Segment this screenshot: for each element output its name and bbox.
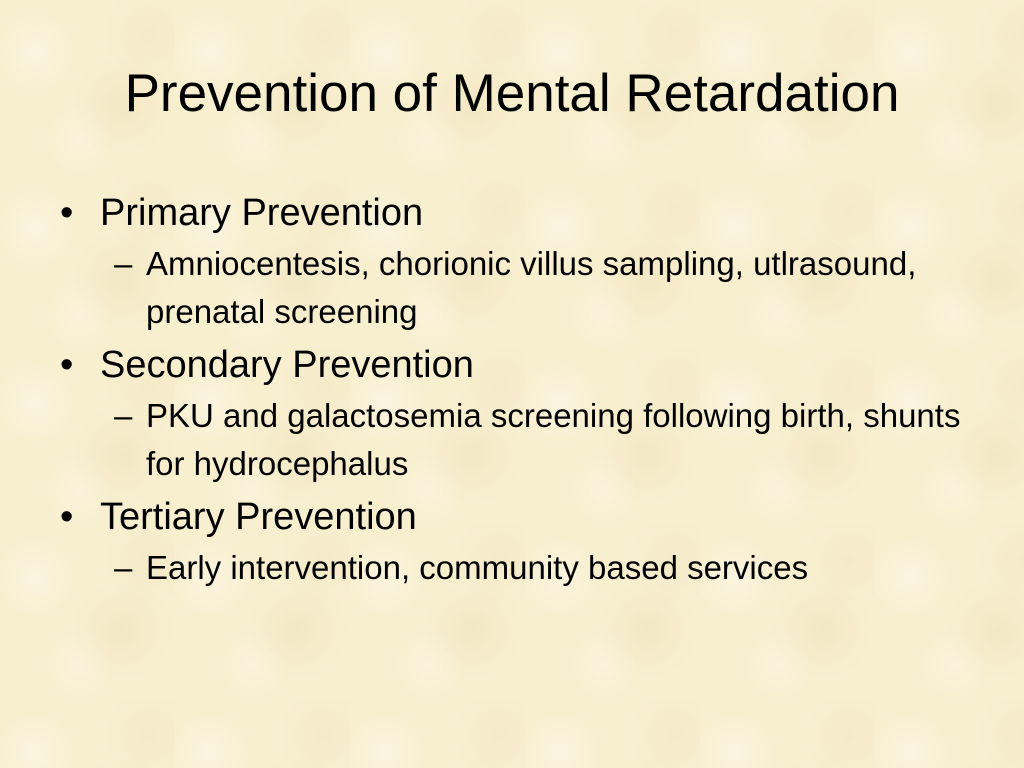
bullet-row bbox=[56, 190, 996, 236]
sub-bullet-text: Amniocentesis, chorionic villus sampling, utlrasound, prenatal screening bbox=[146, 245, 917, 330]
bullet-row bbox=[56, 342, 996, 388]
bullet-item-tertiary-prevention bbox=[56, 494, 996, 592]
bullet-marker: • bbox=[60, 344, 74, 386]
sub-bullet-row bbox=[114, 544, 996, 592]
sub-bullet-marker: – bbox=[114, 549, 133, 586]
bullet-label: Primary Prevention bbox=[100, 192, 424, 234]
slide-title: Prevention of Mental Retardation bbox=[124, 64, 900, 123]
bullet-item-secondary-prevention bbox=[56, 342, 996, 488]
sub-bullet-marker: – bbox=[114, 397, 133, 434]
bullet-label: Secondary Prevention bbox=[100, 344, 474, 386]
bullet-item-primary-prevention bbox=[56, 190, 996, 336]
sub-bullet-text: Early intervention, community based services bbox=[146, 549, 809, 586]
sub-bullet-marker: – bbox=[114, 245, 133, 282]
sub-bullet-row bbox=[114, 240, 996, 336]
bullet-label: Tertiary Prevention bbox=[100, 496, 417, 538]
sub-bullet-text: PKU and galactosemia screening following birth, shunts for hydrocephalus bbox=[146, 397, 961, 482]
bullet-marker: • bbox=[60, 192, 74, 234]
bullet-list bbox=[56, 190, 996, 598]
sub-bullet-row bbox=[114, 392, 996, 488]
bullet-row bbox=[56, 494, 996, 540]
bullet-marker: • bbox=[60, 496, 74, 538]
